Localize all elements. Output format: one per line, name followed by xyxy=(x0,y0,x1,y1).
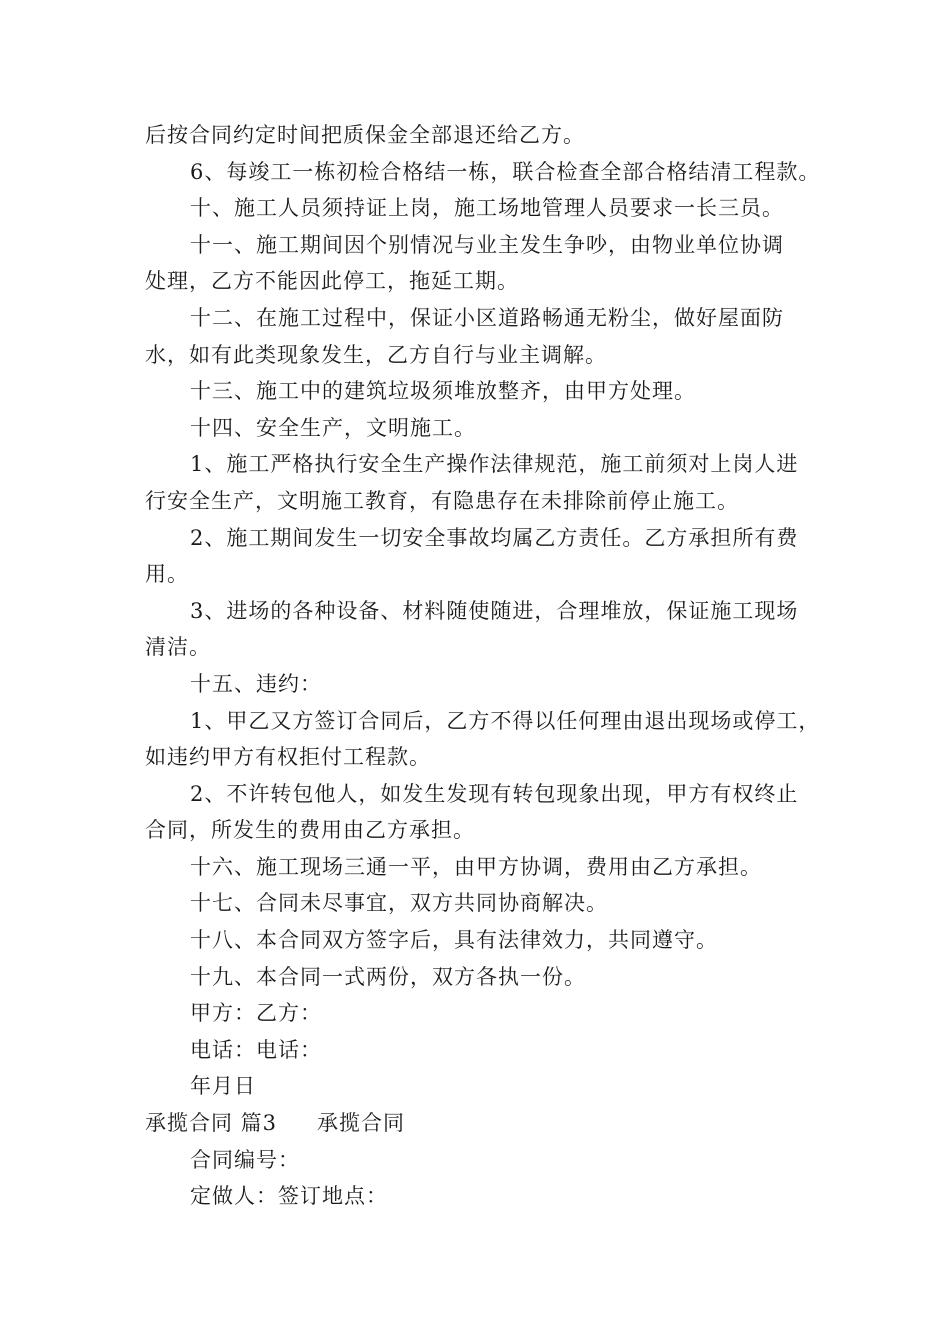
paragraph-line: 十五、违约： xyxy=(190,671,322,696)
section-heading-title: 承揽合同 xyxy=(317,1111,406,1136)
paragraph-line: 1、施工严格执行安全生产操作法律规范，施工前须对上岗人进 xyxy=(190,452,799,477)
paragraph-line: 甲方：乙方： xyxy=(190,1001,322,1026)
paragraph-line: 定做人：签订地点： xyxy=(190,1184,388,1209)
paragraph-line: 十六、施工现场三通一平，由甲方协调，费用由乙方承担。 xyxy=(190,854,762,879)
paragraph-line: 十、施工人员须持证上岗，施工场地管理人员要求一长三员。 xyxy=(190,196,784,221)
section-heading-label: 承揽合同 篇3 xyxy=(145,1111,278,1136)
paragraph-line: 后按合同约定时间把质保金全部退还给乙方。 xyxy=(145,123,585,147)
paragraph-line: 6、每竣工一栋初检合格结一栋，联合检查全部合格结清工程款。 xyxy=(190,159,821,184)
section-heading xyxy=(145,1105,825,1142)
paragraph-line: 水，如有此类现象发生，乙方自行与业主调解。 xyxy=(145,342,607,367)
paragraph-line: 清洁。 xyxy=(145,635,211,660)
paragraph-line: 十三、施工中的建筑垃圾须堆放整齐，由甲方处理。 xyxy=(190,379,696,404)
document-body xyxy=(145,117,825,1215)
paragraph-line: 十九、本合同一式两份，双方各执一份。 xyxy=(190,964,586,989)
paragraph-line: 合同编号： xyxy=(190,1147,300,1172)
paragraph-line: 十四、安全生产，文明施工。 xyxy=(190,415,476,440)
paragraph-line: 行安全生产，文明施工教育，有隐患存在未排除前停止施工。 xyxy=(145,488,739,513)
paragraph-line: 电话：电话： xyxy=(190,1037,322,1062)
paragraph-line: 1、甲乙又方签订合同后，乙方不得以任何理由退出现场或停工， xyxy=(190,708,821,733)
paragraph-line: 2、施工期间发生一切安全事故均属乙方责任。乙方承担所有费 xyxy=(190,525,799,550)
paragraph-line: 处理，乙方不能因此停工，拖延工期。 xyxy=(145,269,519,294)
paragraph-line: 十二、在施工过程中，保证小区道路畅通无粉尘，做好屋面防 xyxy=(190,305,784,330)
paragraph-line: 十一、施工期间因个别情况与业主发生争吵，由物业单位协调 xyxy=(190,232,784,257)
paragraph-line: 年月日 xyxy=(190,1074,256,1099)
paragraph-line: 十八、本合同双方签字后，具有法律效力，共同遵守。 xyxy=(190,928,718,953)
paragraph-line: 十七、合同未尽事宜，双方共同协商解决。 xyxy=(190,891,608,916)
paragraph-line: 3、进场的各种设备、材料随使随进，合理堆放，保证施工现场 xyxy=(190,598,799,623)
paragraph-line: 如违约甲方有权拒付工程款。 xyxy=(145,745,431,770)
paragraph-line: 合同，所发生的费用由乙方承担。 xyxy=(145,818,475,843)
paragraph-line: 2、不许转包他人，如发生发现有转包现象出现，甲方有权终止 xyxy=(190,781,799,806)
paragraph-line: 用。 xyxy=(145,562,189,587)
